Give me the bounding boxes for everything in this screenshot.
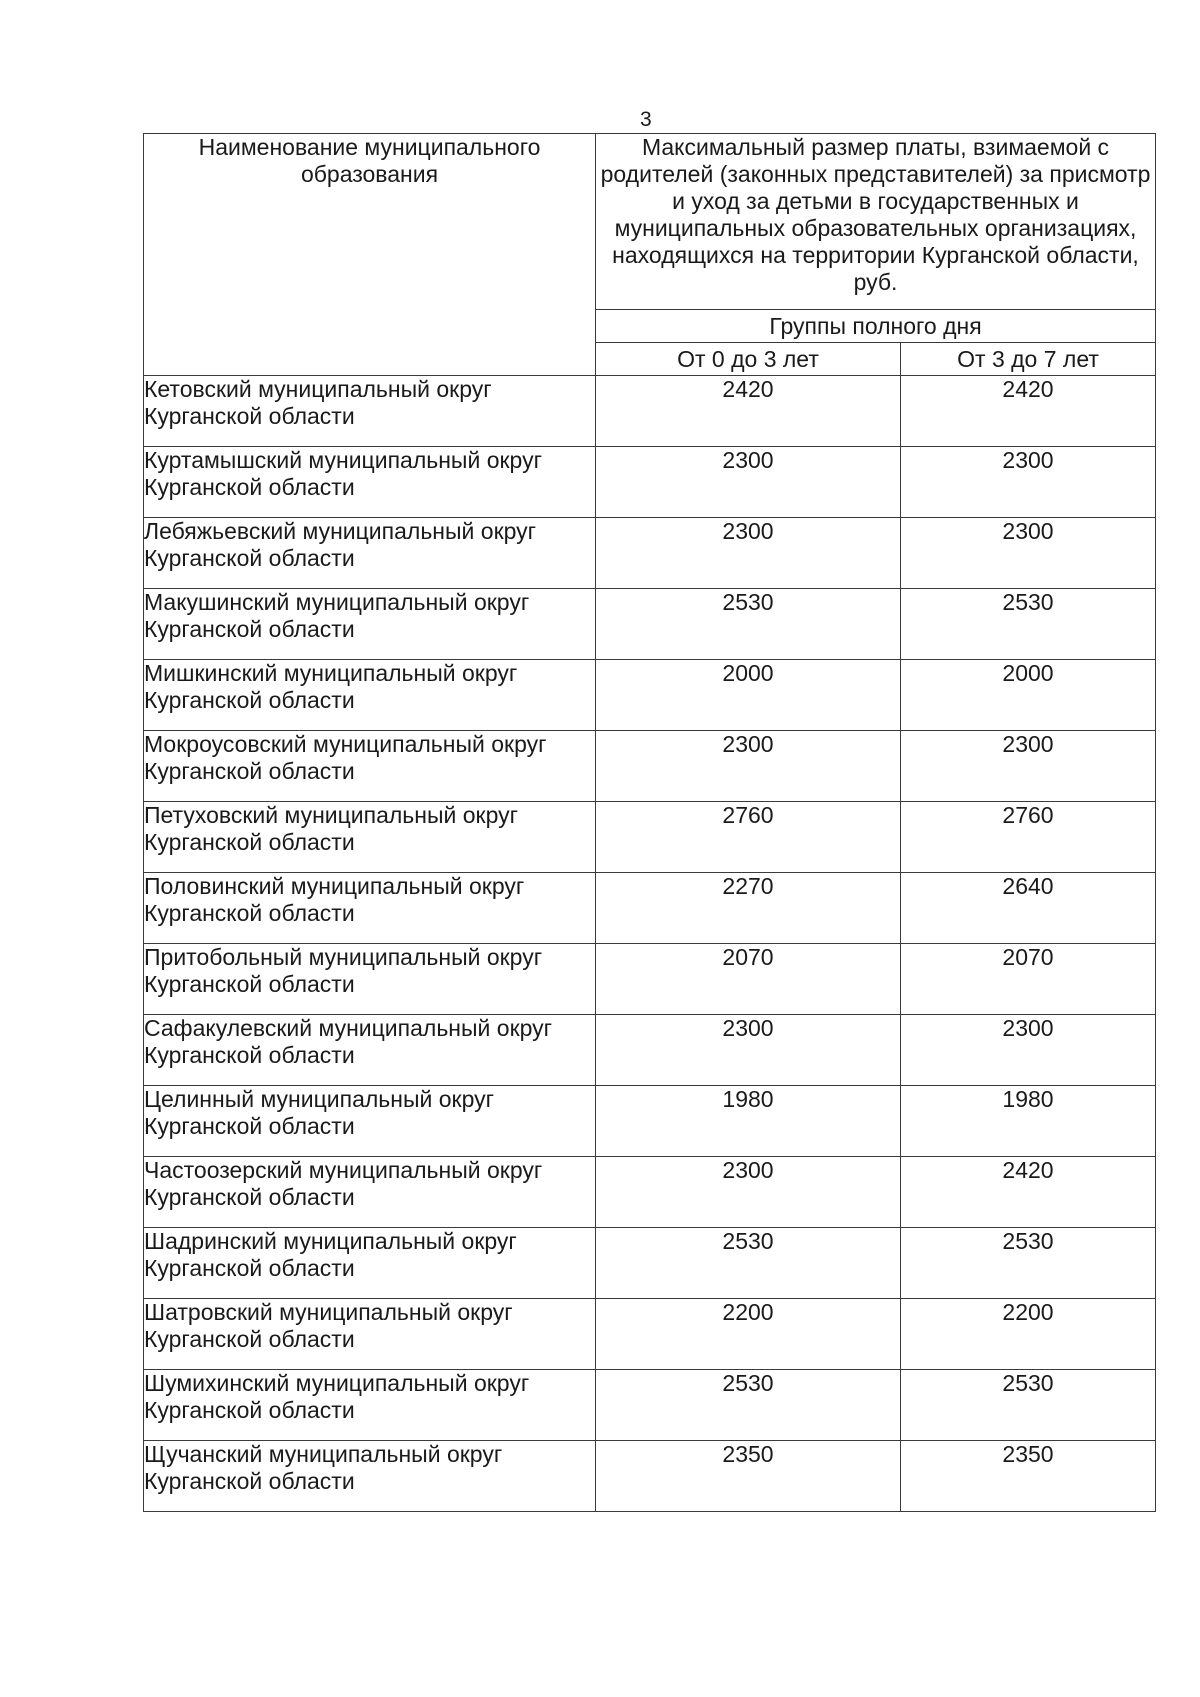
- table-row: [144, 1441, 1156, 1512]
- fee-age-3-7: 2070: [901, 944, 1156, 1015]
- municipality-name: Сафакулевский муниципальный округ Курганской области: [144, 1015, 596, 1086]
- fee-age-3-7: 2530: [901, 1370, 1156, 1441]
- table-body: [144, 376, 1156, 1512]
- table-row: [144, 518, 1156, 589]
- municipality-name: Петуховский муниципальный округ Курганской области: [144, 802, 596, 873]
- fee-age-0-3: 2420: [596, 376, 901, 447]
- table-row: [144, 447, 1156, 518]
- fee-age-3-7: 2530: [901, 589, 1156, 660]
- municipality-name: Лебяжьевский муниципальный округ Курганской области: [144, 518, 596, 589]
- table-row: [144, 660, 1156, 731]
- municipality-name: Половинский муниципальный округ Курганской области: [144, 873, 596, 944]
- table-row: [144, 802, 1156, 873]
- table-row: [144, 1157, 1156, 1228]
- table-row: [144, 873, 1156, 944]
- municipality-name: Куртамышский муниципальный округ Курганской области: [144, 447, 596, 518]
- municipality-name: Щучанский муниципальный округ Курганской области: [144, 1441, 596, 1512]
- municipality-name: Шадринский муниципальный округ Курганской области: [144, 1228, 596, 1299]
- header-age-3-7: От 3 до 7 лет: [901, 343, 1156, 376]
- table-row: [144, 376, 1156, 447]
- fee-age-0-3: 2530: [596, 1228, 901, 1299]
- fee-age-3-7: 2530: [901, 1228, 1156, 1299]
- table-row: [144, 1370, 1156, 1441]
- municipality-name: Притобольный муниципальный округ Курганской области: [144, 944, 596, 1015]
- table-row: [144, 1228, 1156, 1299]
- fee-age-0-3: 2300: [596, 731, 901, 802]
- header-full-day-groups: Группы полного дня: [596, 310, 1156, 343]
- table-header: [144, 134, 1156, 376]
- table-row: [144, 1086, 1156, 1157]
- fee-age-0-3: 2070: [596, 944, 901, 1015]
- table-row: [144, 1299, 1156, 1370]
- fee-age-3-7: 2640: [901, 873, 1156, 944]
- fee-age-0-3: 2300: [596, 518, 901, 589]
- fee-table: [143, 133, 1156, 1512]
- fee-age-3-7: 2760: [901, 802, 1156, 873]
- header-max-fee: Максимальный размер платы, взимаемой с родителей (законных представителей) за присмотр и уход за детьми в государственных и муниципальных образовательных организациях, находящихся на территории Курганской области, руб.: [596, 134, 1156, 310]
- table-row: [144, 589, 1156, 660]
- table-row: [144, 1015, 1156, 1086]
- fee-age-3-7: 2300: [901, 731, 1156, 802]
- fee-age-3-7: 2300: [901, 447, 1156, 518]
- municipality-name: Мокроусовский муниципальный округ Курганской области: [144, 731, 596, 802]
- municipality-name: Частоозерский муниципальный округ Курганской области: [144, 1157, 596, 1228]
- header-age-0-3: От 0 до 3 лет: [596, 343, 901, 376]
- municipality-name: Мишкинский муниципальный округ Курганской области: [144, 660, 596, 731]
- fee-age-0-3: 2300: [596, 1157, 901, 1228]
- fee-age-0-3: 2270: [596, 873, 901, 944]
- fee-age-0-3: 2300: [596, 1015, 901, 1086]
- fee-age-3-7: 2350: [901, 1441, 1156, 1512]
- fee-age-3-7: 2000: [901, 660, 1156, 731]
- fee-age-0-3: 1980: [596, 1086, 901, 1157]
- fee-age-0-3: 2300: [596, 447, 901, 518]
- page-number: 3: [640, 108, 652, 131]
- municipality-name: Шатровский муниципальный округ Курганской области: [144, 1299, 596, 1370]
- fee-age-3-7: 2300: [901, 1015, 1156, 1086]
- fee-age-3-7: 2420: [901, 376, 1156, 447]
- municipality-name: Макушинский муниципальный округ Курганской области: [144, 589, 596, 660]
- fee-age-3-7: 1980: [901, 1086, 1156, 1157]
- fee-age-0-3: 2350: [596, 1441, 901, 1512]
- fee-age-3-7: 2200: [901, 1299, 1156, 1370]
- fee-age-0-3: 2000: [596, 660, 901, 731]
- fee-age-3-7: 2300: [901, 518, 1156, 589]
- municipality-name: Шумихинский муниципальный округ Курганской области: [144, 1370, 596, 1441]
- fee-age-0-3: 2760: [596, 802, 901, 873]
- fee-age-0-3: 2530: [596, 589, 901, 660]
- fee-age-0-3: 2530: [596, 1370, 901, 1441]
- fee-age-0-3: 2200: [596, 1299, 901, 1370]
- municipality-name: Целинный муниципальный округ Курганской области: [144, 1086, 596, 1157]
- table-row: [144, 944, 1156, 1015]
- table-row: [144, 731, 1156, 802]
- header-municipality: Наименование муниципального образования: [144, 134, 596, 376]
- fee-age-3-7: 2420: [901, 1157, 1156, 1228]
- municipality-name: Кетовский муниципальный округ Курганской области: [144, 376, 596, 447]
